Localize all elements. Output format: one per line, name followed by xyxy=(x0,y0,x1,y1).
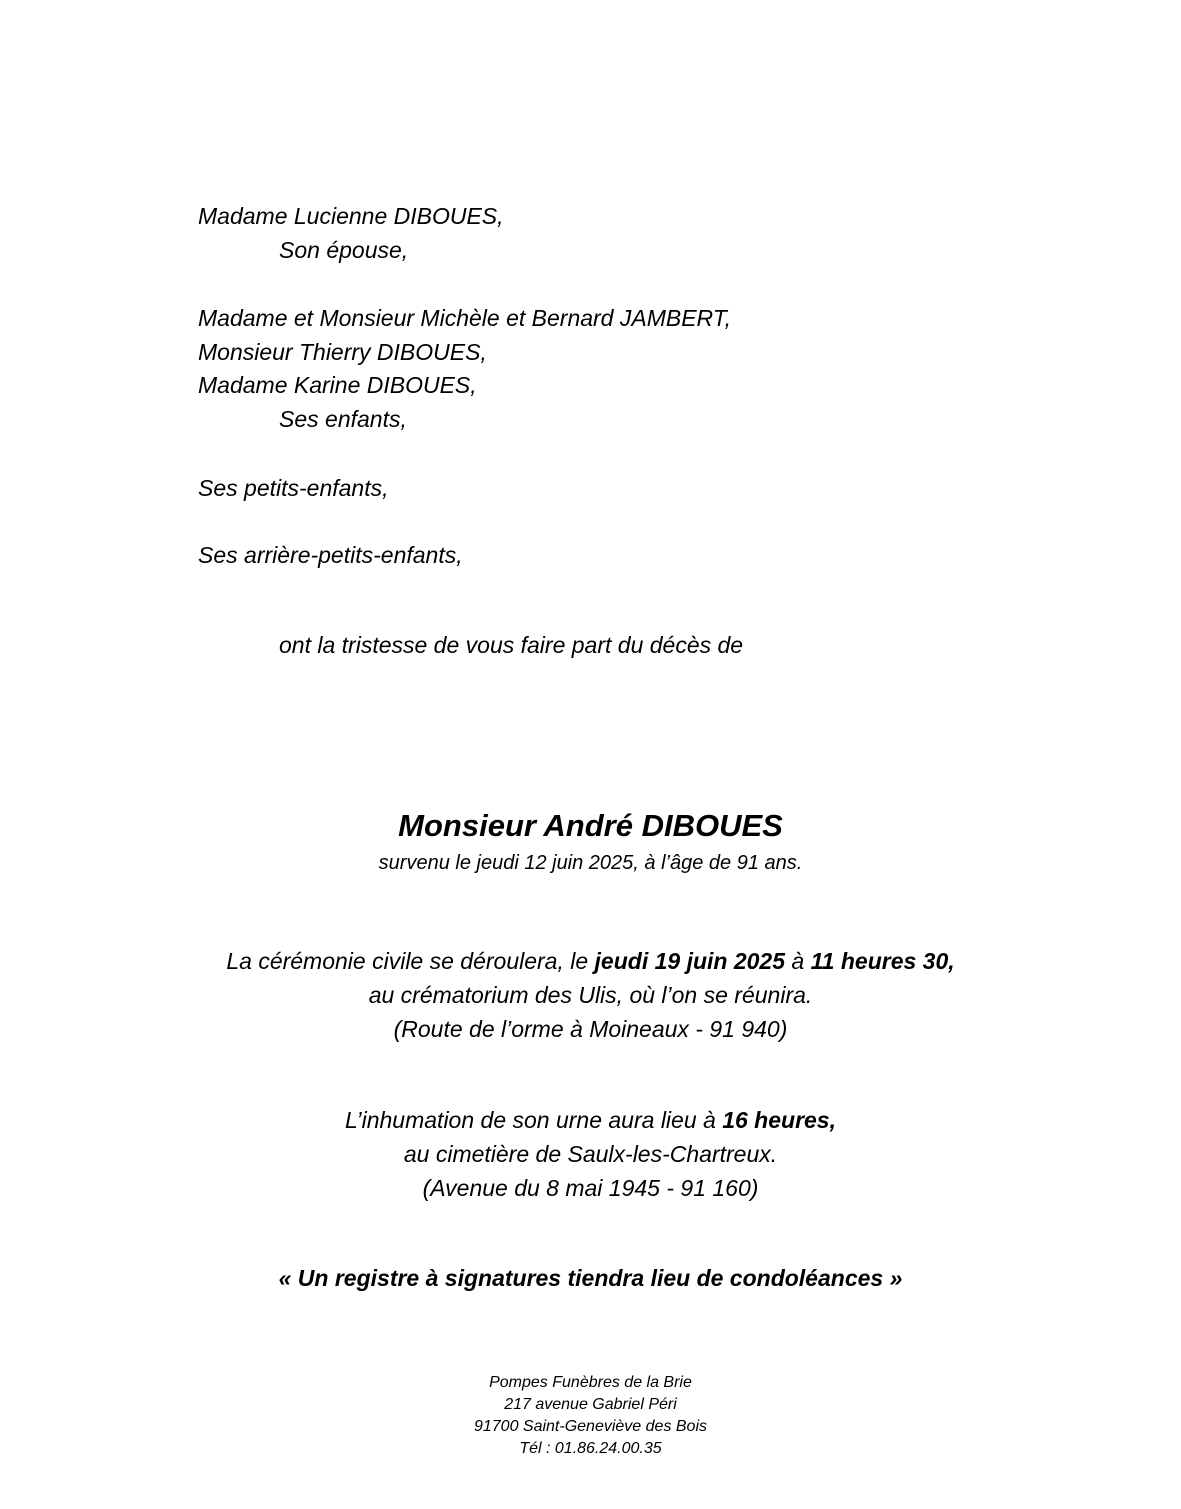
footer-company: Pompes Funèbres de la Brie xyxy=(489,1374,692,1391)
burial-line xyxy=(0,1105,1181,1135)
great-grandchildren: Ses arrière-petits-enfants, xyxy=(198,542,463,568)
ceremony-intro: La cérémonie civile se déroulera, le xyxy=(226,948,595,974)
ceremony-line xyxy=(0,946,1181,976)
footer-phone: Tél : 01.86.24.00.35 xyxy=(519,1440,662,1457)
ceremony-time: 11 heures 30, xyxy=(810,948,955,974)
children-role: Ses enfants, xyxy=(279,406,407,432)
ceremony-connector: à xyxy=(785,948,811,974)
death-details: survenu le jeudi 12 juin 2025, à l’âge de 91 ans. xyxy=(378,852,803,874)
footer-city: 91700 Saint-Geneviève des Bois xyxy=(473,1418,708,1435)
burial-time: 16 heures, xyxy=(722,1107,836,1133)
child-line-2: Monsieur Thierry DIBOUES, xyxy=(198,339,487,365)
deceased-name: Monsieur André DIBOUES xyxy=(398,808,783,843)
announcement-text: ont la tristesse de vous faire part du décès de xyxy=(279,632,744,658)
child-line-3: Madame Karine DIBOUES, xyxy=(198,372,477,398)
grandchildren: Ses petits-enfants, xyxy=(198,475,389,501)
burial-place: au cimetière de Saulx-les-Chartreux. xyxy=(403,1141,778,1167)
spouse-role: Son épouse, xyxy=(279,237,409,263)
ceremony-place: au crématorium des Ulis, où l’on se réunira. xyxy=(368,982,813,1008)
burial-address: (Avenue du 8 mai 1945 - 91 160) xyxy=(422,1175,759,1201)
ceremony-address: (Route de l’orme à Moineaux - 91 940) xyxy=(393,1016,788,1042)
ceremony-date: jeudi 19 juin 2025 xyxy=(594,948,786,974)
condolences-note: « Un registre à signatures tiendra lieu de condoléances » xyxy=(278,1265,903,1291)
spouse-name: Madame Lucienne DIBOUES, xyxy=(198,203,504,229)
child-line-1: Madame et Monsieur Michèle et Bernard JAMBERT, xyxy=(198,305,732,331)
burial-intro: L’inhumation de son urne aura lieu à xyxy=(344,1107,723,1133)
footer-street: 217 avenue Gabriel Péri xyxy=(504,1396,677,1413)
